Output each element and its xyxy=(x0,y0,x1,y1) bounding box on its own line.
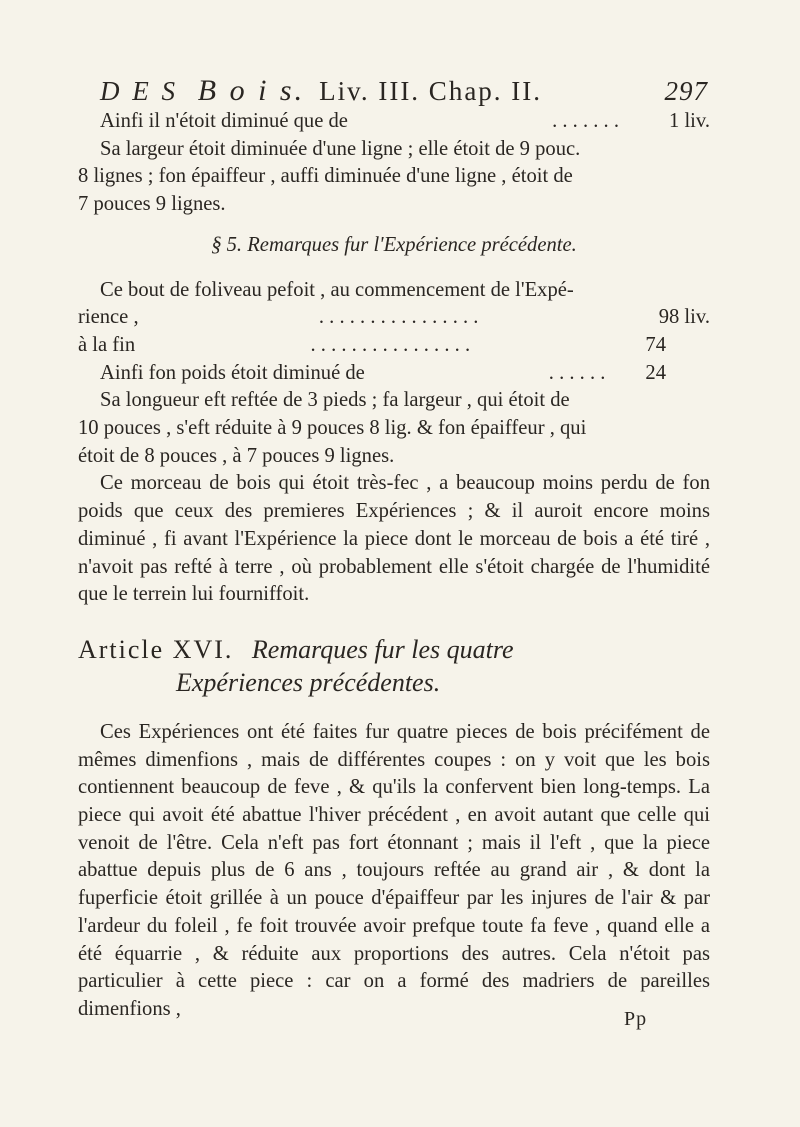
text-line: 7 pouces 9 lignes. xyxy=(78,193,226,216)
running-head-left xyxy=(100,74,305,108)
line-value: 74 xyxy=(645,333,666,356)
text-line: étoit de 8 pouces , à 7 pouces 9 lignes. xyxy=(78,444,395,467)
article-title-line2: Expériences précédentes. xyxy=(176,667,441,697)
leader-dots: . . . . . . . . . . . . . . . . xyxy=(310,333,471,356)
text-line xyxy=(78,360,710,388)
signature-mark: Pp xyxy=(624,1008,648,1030)
article-label: Article XVI. xyxy=(78,634,234,664)
article-heading xyxy=(78,633,710,699)
line-value: 24 xyxy=(645,361,666,384)
text-line xyxy=(78,304,710,332)
leader-dots: . . . . . . . xyxy=(552,110,619,132)
running-head xyxy=(100,74,708,108)
page-number: 297 xyxy=(664,76,708,106)
page-body xyxy=(78,108,710,1024)
spacer xyxy=(348,108,530,136)
text-line: Sa longueur eft reftée de 3 pieds ; fa largeur , qui étoit de xyxy=(100,389,570,412)
text-line: Ce bout de foliveau pefoit , au commencement de l'Expé- xyxy=(100,278,574,301)
line-text: rience , xyxy=(78,306,139,329)
paragraph: Ce morceau de bois qui étoit très-fec , a beaucoup moins perdu de fon poids que ceux des premieres Expériences ; & il auroit encore moins diminué , fi avant l'Expérience la piece dont le morceau de bois a été tiré , n'avoit pas refté à terre , où probablement elle s'étoit chargée de l'humidité que le terrein lui fourniffoit. xyxy=(78,472,710,606)
running-head-des: D E S xyxy=(100,76,178,106)
line-text: Ainfi il n'étoit diminué que de xyxy=(100,110,348,132)
line-text: à la fin xyxy=(78,333,136,356)
section-heading: § 5. Remarques fur l'Expérience précédente. xyxy=(211,233,577,256)
line-value: 1 liv. xyxy=(669,110,710,132)
text-line: Sa largeur étoit diminuée d'une ligne ; elle étoit de 9 pouc. xyxy=(100,137,581,160)
line-text: Ainfi fon poids étoit diminué de xyxy=(100,361,365,384)
article-title-line1: Remarques fur les quatre xyxy=(251,634,514,664)
text-line: 10 pouces , s'eft réduite à 9 pouces 8 lig. & fon épaiffeur , qui xyxy=(78,417,587,440)
text-line xyxy=(78,332,710,360)
line-value: 98 liv. xyxy=(658,306,710,329)
running-head-bois: B o i s. xyxy=(197,74,306,107)
leader-dots: . . . . . . . . . . . . . . . . xyxy=(318,306,479,329)
leader-dots: . . . . . . xyxy=(548,361,606,384)
running-head-chapter: Liv. III. Chap. II. xyxy=(319,76,543,106)
text-line: 8 lignes ; fon épaiffeur , auffi diminuée d'une ligne , étoit de xyxy=(78,165,573,188)
spacer xyxy=(365,360,527,388)
text-line xyxy=(78,108,710,136)
paragraph: Ces Expériences ont été faites fur quatre pieces de bois précifément de mêmes dimenfions , mais de différentes coupes : on y voit que les bois contiennent beaucoup de feve , & qu'ils la confervent bien long-temps. La piece qui avoit été abattue l'hiver précédent , en avoit autant que celle qui venoit de l'être. Cela n'eft pas fort étonnant ; mais il l'eft , que la piece abattue depuis plus de 6 ans , toujours reftée au grand air , & dont la fuperficie étoit grillée à un pouce d'épaiffeur par les injures de l'air & par l'ardeur du foleil , fe foit trouvée avoir prefque toute fa feve , quand elle a été équarrie , & réduite aux proportions des autres. Cela n'étoit pas particulier à cette piece : car on a formé des madriers de pareilles dimenfions , xyxy=(78,720,710,1020)
